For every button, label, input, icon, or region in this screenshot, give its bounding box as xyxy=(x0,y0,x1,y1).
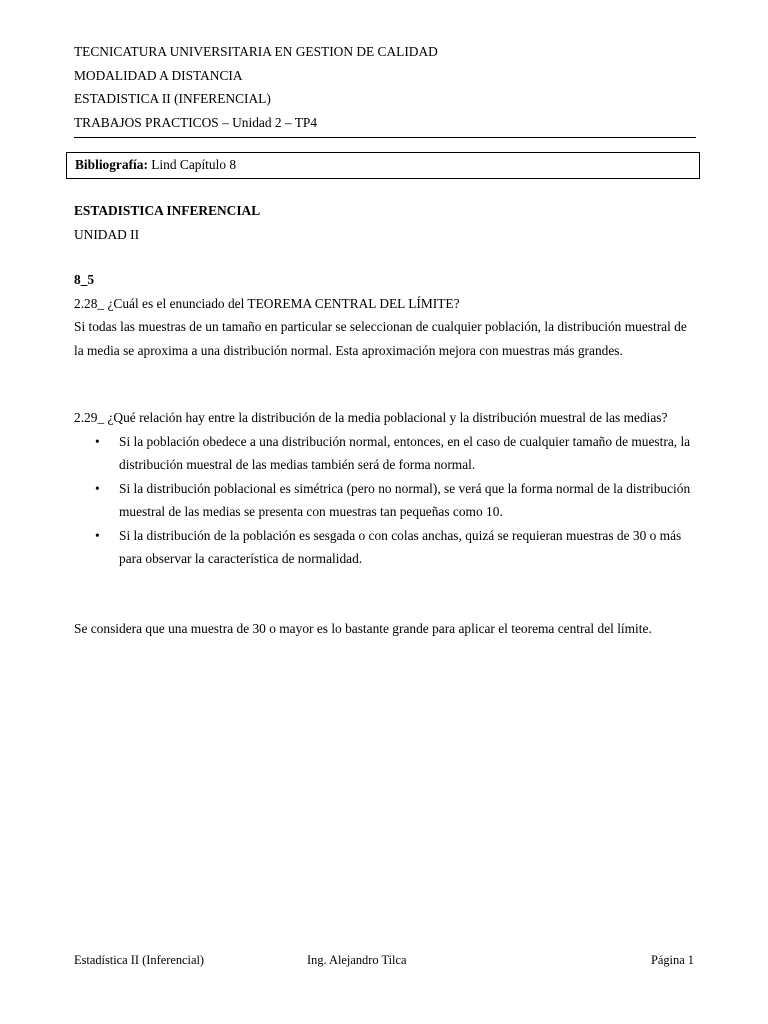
page-footer xyxy=(74,950,696,970)
header-line-3: ESTADISTICA II (INFERENCIAL) xyxy=(74,91,271,106)
footer-course: Estadística II (Inferencial) xyxy=(74,953,205,967)
bullet-icon: • xyxy=(95,433,100,449)
question-2-29-text: 2.29_ ¿Qué relación hay entre la distribución de la media poblacional y la distribución muestral de las medias? xyxy=(74,410,668,425)
section-number: 8_5 xyxy=(74,272,95,287)
header-line-4: TRABAJOS PRACTICOS – Unidad 2 – TP4 xyxy=(74,114,318,130)
list-item xyxy=(74,430,696,477)
document-header xyxy=(74,40,696,134)
bullet-text: Si la distribución de la población es sesgada o con colas anchas, quizá se requieran muestras de 30 o más para observar la característica de normalidad. xyxy=(119,527,682,566)
section-heading xyxy=(74,199,696,246)
bibliography-label: Bibliografía: xyxy=(75,157,148,172)
footer-author: Ing. Alejandro Tilca xyxy=(307,953,407,967)
header-line-2: MODALIDAD A DISTANCIA xyxy=(74,67,243,83)
question-2-29 xyxy=(74,406,696,571)
bibliography-box xyxy=(66,152,700,179)
list-item xyxy=(74,524,696,571)
bullet-icon: • xyxy=(95,480,100,496)
bullet-text: Si la población obedece a una distribución normal, entonces, en el caso de cualquier tamaño de muestra, la distribución muestral de las medias también será de forma normal. xyxy=(119,433,691,472)
question-2-28-answer: Si todas las muestras de un tamaño en particular se seleccionan de cualquier población, la distribución muestral de la media se aproxima a una distribución normal. Esta aproximación mejora con muestras más grandes. xyxy=(74,319,687,358)
conclusion-text: Se considera que una muestra de 30 o mayor es lo bastante grande para aplicar el teorema central del límite. xyxy=(74,621,652,636)
bullet-text: Si la distribución poblacional es simétrica (pero no normal), se verá que la forma normal de la distribución muestral de las medias se presenta con muestras tan pequeñas como 10. xyxy=(119,480,691,519)
question-2-29-bullets xyxy=(74,430,696,571)
bibliography-text: Lind Capítulo 8 xyxy=(147,157,237,172)
footer-page-number: Página 1 xyxy=(650,953,694,967)
header-line-1: TECNICATURA UNIVERSITARIA EN GESTION DE CALIDAD xyxy=(74,44,438,59)
conclusion-paragraph xyxy=(74,617,696,641)
section-title: ESTADISTICA INFERENCIAL xyxy=(74,203,261,218)
header-divider xyxy=(74,137,696,138)
section-subtitle: UNIDAD II xyxy=(74,226,140,242)
question-2-28 xyxy=(74,268,696,362)
list-item xyxy=(74,477,696,524)
question-2-28-text: 2.28_ ¿Cuál es el enunciado del TEOREMA CENTRAL DEL LÍMITE? xyxy=(74,295,460,311)
bullet-icon: • xyxy=(95,527,100,543)
